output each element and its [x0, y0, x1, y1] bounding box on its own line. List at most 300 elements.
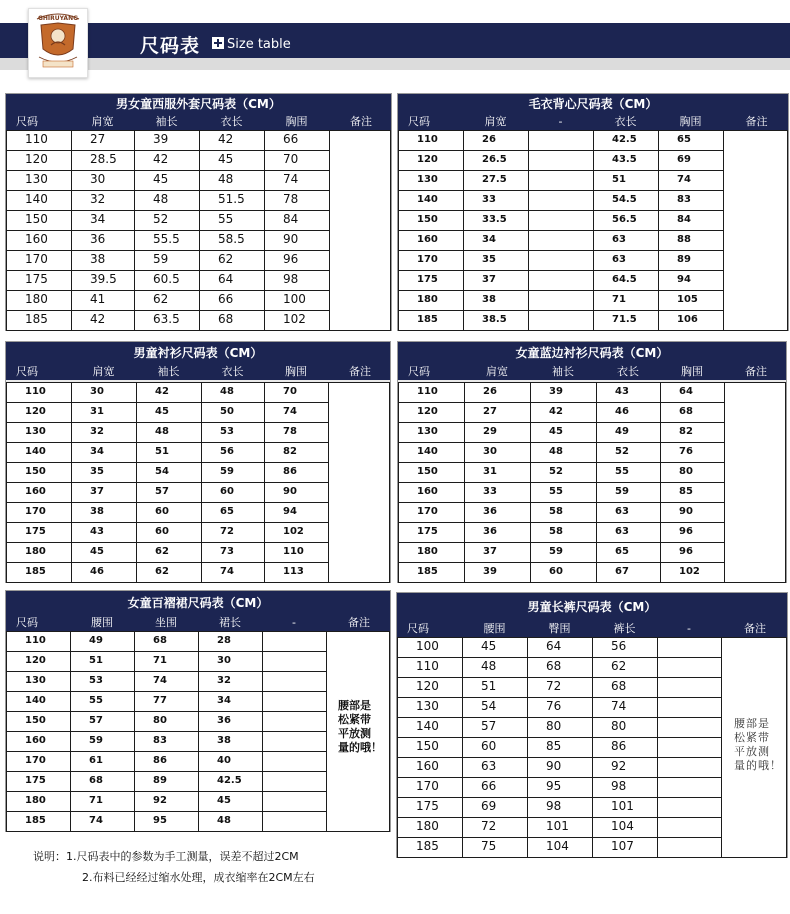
value-cell: 58: [530, 502, 597, 523]
value-cell: 57: [70, 711, 135, 732]
value-cell: 30: [464, 442, 531, 463]
size-cell: 140: [6, 691, 71, 712]
size-cell: 180: [398, 290, 464, 311]
size-cell: 110: [397, 657, 463, 678]
value-cell: [262, 731, 327, 752]
size-cell: 150: [398, 462, 465, 483]
value-cell: 90: [527, 757, 593, 778]
value-cell: 60: [530, 562, 597, 583]
value-cell: 50: [201, 402, 265, 423]
footnote-line-1: 说明：1.尺码表中的参数为手工测量，误差不超过2CM: [33, 850, 299, 863]
value-cell: 45: [530, 422, 597, 443]
remarks-column: [724, 382, 786, 583]
value-cell: [657, 657, 722, 678]
value-cell: 51: [70, 651, 135, 672]
column-header: 胸围: [681, 365, 703, 378]
table-title: 毛衣背心尺码表（CM）: [398, 94, 788, 114]
value-cell: [657, 797, 722, 818]
value-cell: [657, 837, 722, 858]
value-cell: 34: [198, 691, 263, 712]
size-cell: 180: [6, 791, 71, 812]
table-header-row: [6, 114, 391, 130]
column-header: 尺码: [16, 115, 38, 128]
size-cell: 170: [398, 250, 464, 271]
value-cell: 51: [136, 442, 202, 463]
table-title: 男童长裤尺码表（CM）: [397, 593, 787, 621]
size-cell: 170: [6, 250, 72, 271]
plus-icon: [212, 37, 224, 49]
value-cell: 86: [592, 737, 658, 758]
size-cell: 160: [6, 230, 72, 251]
table-header-row: [6, 615, 390, 631]
column-header: 衣长: [617, 365, 639, 378]
column-header: 衣长: [614, 115, 637, 128]
value-cell: 59: [596, 482, 661, 503]
value-cell: 76: [660, 442, 725, 463]
value-cell: 32: [71, 422, 137, 443]
value-cell: 85: [660, 482, 725, 503]
value-cell: [528, 210, 594, 231]
size-cell: 180: [6, 290, 72, 311]
value-cell: 56: [201, 442, 265, 463]
value-cell: 36: [71, 230, 135, 251]
value-cell: [528, 230, 594, 251]
value-cell: 54: [136, 462, 202, 483]
column-header: 袖长: [157, 365, 180, 378]
value-cell: 35: [71, 462, 137, 483]
value-cell: 74: [134, 671, 199, 692]
value-cell: 48: [199, 170, 265, 191]
value-cell: 39: [464, 562, 531, 583]
size-cell: 175: [6, 270, 72, 291]
value-cell: 56.5: [593, 210, 659, 231]
value-cell: 63: [593, 250, 659, 271]
value-cell: 95: [527, 777, 593, 798]
value-cell: [657, 717, 722, 738]
value-cell: 80: [134, 711, 199, 732]
value-cell: 89: [134, 771, 199, 792]
value-cell: [528, 130, 594, 151]
value-cell: [657, 677, 722, 698]
column-header: 衣长: [220, 115, 243, 128]
value-cell: 38: [198, 731, 263, 752]
value-cell: 85: [527, 737, 593, 758]
column-header: 胸围: [285, 365, 307, 378]
logo-text: GHIRUYANG: [37, 15, 79, 22]
value-cell: 96: [660, 522, 725, 543]
size-cell: 175: [6, 771, 71, 792]
value-cell: 36: [198, 711, 263, 732]
value-cell: 66: [199, 290, 265, 311]
value-cell: 34: [463, 230, 529, 251]
value-cell: 34: [71, 442, 137, 463]
value-cell: 38: [71, 502, 137, 523]
value-cell: 65: [596, 542, 661, 563]
value-cell: 52: [530, 462, 597, 483]
size-cell: 130: [6, 422, 72, 443]
value-cell: 57: [136, 482, 202, 503]
value-cell: 26.5: [463, 150, 529, 171]
value-cell: 72: [527, 677, 593, 698]
value-cell: 68: [592, 677, 658, 698]
value-cell: 89: [658, 250, 724, 271]
size-cell: 130: [6, 671, 71, 692]
value-cell: 35: [463, 250, 529, 271]
value-cell: 42: [71, 310, 135, 331]
size-cell: 180: [6, 542, 72, 563]
size-cell: 140: [398, 442, 465, 463]
size-cell: 120: [6, 402, 72, 423]
column-header: 尺码: [408, 365, 430, 378]
column-header: 肩宽: [91, 115, 114, 128]
value-cell: 78: [264, 422, 329, 443]
size-cell: 130: [397, 697, 463, 718]
value-cell: 74: [264, 402, 329, 423]
value-cell: 74: [70, 811, 135, 832]
value-cell: 104: [527, 837, 593, 858]
column-header: 备注: [745, 115, 768, 128]
value-cell: 68: [134, 631, 199, 652]
value-cell: 106: [658, 310, 724, 331]
value-cell: 46: [596, 402, 661, 423]
column-header: 肩宽: [486, 365, 508, 378]
size-cell: 130: [6, 170, 72, 191]
remarks-column: [723, 130, 788, 331]
value-cell: 45: [71, 542, 137, 563]
value-cell: 65: [201, 502, 265, 523]
value-cell: 71: [70, 791, 135, 812]
size-table-girls-shirt: [397, 341, 787, 583]
value-cell: 102: [660, 562, 725, 583]
size-cell: 110: [6, 631, 71, 652]
size-cell: 120: [398, 150, 464, 171]
value-cell: 55: [199, 210, 265, 231]
column-header: 备注: [348, 616, 370, 629]
size-cell: 130: [398, 422, 465, 443]
value-cell: 28: [198, 631, 263, 652]
value-cell: [262, 711, 327, 732]
value-cell: 64: [527, 637, 593, 658]
value-cell: 52: [596, 442, 661, 463]
value-cell: 42: [136, 382, 202, 403]
value-cell: 31: [464, 462, 531, 483]
value-cell: 42.5: [198, 771, 263, 792]
value-cell: [528, 190, 594, 211]
size-cell: 140: [397, 717, 463, 738]
value-cell: 33: [464, 482, 531, 503]
value-cell: 63: [596, 502, 661, 523]
value-cell: 64.5: [593, 270, 659, 291]
value-cell: 64: [660, 382, 725, 403]
value-cell: 29: [464, 422, 531, 443]
value-cell: 82: [660, 422, 725, 443]
remarks-column: [328, 382, 390, 583]
column-header: 肩宽: [484, 115, 507, 128]
column-header: 腰围: [91, 616, 113, 629]
value-cell: [262, 651, 327, 672]
column-header: 腰围: [483, 622, 506, 635]
value-cell: 48: [462, 657, 528, 678]
value-cell: 36: [464, 502, 531, 523]
column-header: -: [292, 616, 296, 629]
value-cell: 71: [593, 290, 659, 311]
value-cell: 55: [530, 482, 597, 503]
size-cell: 140: [6, 190, 72, 211]
size-cell: 150: [398, 210, 464, 231]
table-header-row: [398, 364, 786, 380]
value-cell: 82: [264, 442, 329, 463]
size-cell: 170: [6, 751, 71, 772]
value-cell: 48: [201, 382, 265, 403]
value-cell: 76: [527, 697, 593, 718]
value-cell: 62: [134, 290, 200, 311]
value-cell: 113: [264, 562, 329, 583]
size-cell: 150: [6, 462, 72, 483]
value-cell: 33: [463, 190, 529, 211]
value-cell: 39.5: [71, 270, 135, 291]
size-cell: 185: [6, 562, 72, 583]
size-cell: 170: [6, 502, 72, 523]
value-cell: 68: [199, 310, 265, 331]
value-cell: 86: [264, 462, 329, 483]
size-cell: 175: [398, 270, 464, 291]
value-cell: 62: [592, 657, 658, 678]
value-cell: 45: [199, 150, 265, 171]
column-header: 臀围: [548, 622, 571, 635]
value-cell: 72: [462, 817, 528, 838]
value-cell: 60: [136, 502, 202, 523]
column-header: -: [687, 622, 691, 635]
size-cell: 185: [397, 837, 463, 858]
size-cell: 140: [398, 190, 464, 211]
size-cell: 110: [6, 130, 72, 151]
value-cell: [528, 250, 594, 271]
column-header: 尺码: [407, 622, 429, 635]
value-cell: 41: [71, 290, 135, 311]
value-cell: 42: [530, 402, 597, 423]
value-cell: 69: [462, 797, 528, 818]
value-cell: 32: [71, 190, 135, 211]
value-cell: 58.5: [199, 230, 265, 251]
size-cell: 175: [6, 522, 72, 543]
table-header-row: [6, 364, 390, 380]
value-cell: 33.5: [463, 210, 529, 231]
value-cell: 104: [592, 817, 658, 838]
value-cell: 30: [71, 170, 135, 191]
value-cell: [528, 270, 594, 291]
column-header: 袖长: [552, 365, 574, 378]
value-cell: [262, 771, 327, 792]
size-table-sweater-vest: [397, 93, 789, 331]
value-cell: 27.5: [463, 170, 529, 191]
value-cell: [657, 697, 722, 718]
value-cell: 67: [596, 562, 661, 583]
value-cell: 68: [70, 771, 135, 792]
value-cell: 90: [660, 502, 725, 523]
size-cell: 185: [6, 310, 72, 331]
value-cell: 54: [462, 697, 528, 718]
value-cell: 27: [464, 402, 531, 423]
value-cell: 43: [71, 522, 137, 543]
size-cell: 160: [397, 757, 463, 778]
value-cell: 36: [464, 522, 531, 543]
value-cell: 30: [71, 382, 137, 403]
page-subtitle: Size table: [227, 37, 291, 52]
value-cell: 37: [71, 482, 137, 503]
column-header: 胸围: [679, 115, 702, 128]
size-cell: 110: [398, 382, 465, 403]
size-table-boys-pants: [396, 592, 788, 858]
size-cell: 150: [397, 737, 463, 758]
value-cell: 101: [592, 797, 658, 818]
value-cell: [657, 757, 722, 778]
value-cell: 98: [264, 270, 330, 291]
value-cell: 57: [462, 717, 528, 738]
value-cell: 40: [198, 751, 263, 772]
value-cell: 80: [660, 462, 725, 483]
column-header: 尺码: [408, 115, 430, 128]
value-cell: 49: [70, 631, 135, 652]
value-cell: 62: [199, 250, 265, 271]
value-cell: 61: [70, 751, 135, 772]
value-cell: 96: [264, 250, 330, 271]
size-table-boys-suit: [5, 93, 392, 331]
page-title: 尺码表: [140, 35, 201, 57]
value-cell: 86: [134, 751, 199, 772]
value-cell: 74: [592, 697, 658, 718]
value-cell: 101: [527, 817, 593, 838]
value-cell: 28.5: [71, 150, 135, 171]
size-cell: 180: [398, 542, 465, 563]
value-cell: 80: [592, 717, 658, 738]
value-cell: 62: [136, 562, 202, 583]
value-cell: 27: [71, 130, 135, 151]
column-header: 坐围: [155, 616, 177, 629]
column-header: 备注: [745, 365, 767, 378]
value-cell: 94: [658, 270, 724, 291]
value-cell: 53: [201, 422, 265, 443]
size-cell: 120: [398, 402, 465, 423]
value-cell: [262, 671, 327, 692]
value-cell: 37: [464, 542, 531, 563]
column-header: 尺码: [16, 616, 38, 629]
value-cell: 68: [660, 402, 725, 423]
value-cell: 39: [134, 130, 200, 151]
value-cell: 62: [136, 542, 202, 563]
column-header: 备注: [744, 622, 766, 635]
remarks-column: [329, 130, 391, 331]
size-cell: 160: [6, 731, 71, 752]
value-cell: 60: [201, 482, 265, 503]
remarks-note: 腰部是 松紧带 平放测 量的哦！: [338, 699, 382, 754]
value-cell: 48: [198, 811, 263, 832]
size-table-boys-shirt: [5, 341, 391, 583]
value-cell: 45: [134, 170, 200, 191]
value-cell: 74: [658, 170, 724, 191]
remarks-note: 腰部是 松紧带 平放测 量的哦！: [734, 717, 782, 772]
brand-logo: [28, 8, 88, 78]
footnote-line-2: 2.布料已经经过缩水处理，成衣缩率在2CM左右: [82, 871, 315, 884]
value-cell: 98: [527, 797, 593, 818]
value-cell: 96: [660, 542, 725, 563]
value-cell: [262, 811, 327, 832]
value-cell: 59: [70, 731, 135, 752]
value-cell: 66: [264, 130, 330, 151]
table-title: 女童百褶裙尺码表（CM）: [6, 591, 390, 615]
column-header: 胸围: [285, 115, 308, 128]
column-header: 衣长: [221, 365, 244, 378]
value-cell: 73: [201, 542, 265, 563]
size-cell: 100: [397, 637, 463, 658]
value-cell: 95: [134, 811, 199, 832]
value-cell: 38: [71, 250, 135, 271]
value-cell: 42: [199, 130, 265, 151]
value-cell: 71: [134, 651, 199, 672]
value-cell: 92: [592, 757, 658, 778]
value-cell: 63.5: [134, 310, 200, 331]
value-cell: 58: [530, 522, 597, 543]
value-cell: 38: [463, 290, 529, 311]
column-header: 肩宽: [92, 365, 115, 378]
value-cell: 51: [593, 170, 659, 191]
value-cell: 64: [199, 270, 265, 291]
value-cell: 88: [658, 230, 724, 251]
value-cell: 69: [658, 150, 724, 171]
value-cell: 32: [198, 671, 263, 692]
value-cell: 55.5: [134, 230, 200, 251]
value-cell: 51: [462, 677, 528, 698]
size-cell: 185: [6, 811, 71, 832]
value-cell: 110: [264, 542, 329, 563]
value-cell: 83: [658, 190, 724, 211]
size-cell: 160: [398, 230, 464, 251]
value-cell: 30: [198, 651, 263, 672]
size-cell: 175: [397, 797, 463, 818]
size-cell: 185: [398, 562, 465, 583]
value-cell: 63: [462, 757, 528, 778]
value-cell: 31: [71, 402, 137, 423]
size-cell: 120: [6, 651, 71, 672]
column-header: -: [558, 115, 563, 128]
value-cell: 48: [530, 442, 597, 463]
table-header-row: [397, 621, 787, 637]
value-cell: 55: [596, 462, 661, 483]
value-cell: 59: [201, 462, 265, 483]
size-cell: 150: [6, 711, 71, 732]
size-cell: 150: [6, 210, 72, 231]
size-cell: 180: [397, 817, 463, 838]
size-cell: 160: [398, 482, 465, 503]
value-cell: 51.5: [199, 190, 265, 211]
value-cell: 92: [134, 791, 199, 812]
value-cell: 60.5: [134, 270, 200, 291]
value-cell: [262, 751, 327, 772]
column-header: 袖长: [155, 115, 178, 128]
value-cell: [657, 737, 722, 758]
value-cell: 48: [134, 190, 200, 211]
table-title: 女童蓝边衬衫尺码表（CM）: [398, 342, 786, 364]
value-cell: 77: [134, 691, 199, 712]
value-cell: [262, 691, 327, 712]
header-divider: [0, 58, 790, 70]
value-cell: 26: [463, 130, 529, 151]
column-header: 裙长: [219, 616, 241, 629]
value-cell: [262, 631, 327, 652]
value-cell: 63: [596, 522, 661, 543]
size-cell: 130: [398, 170, 464, 191]
value-cell: 98: [592, 777, 658, 798]
size-cell: 170: [398, 502, 465, 523]
